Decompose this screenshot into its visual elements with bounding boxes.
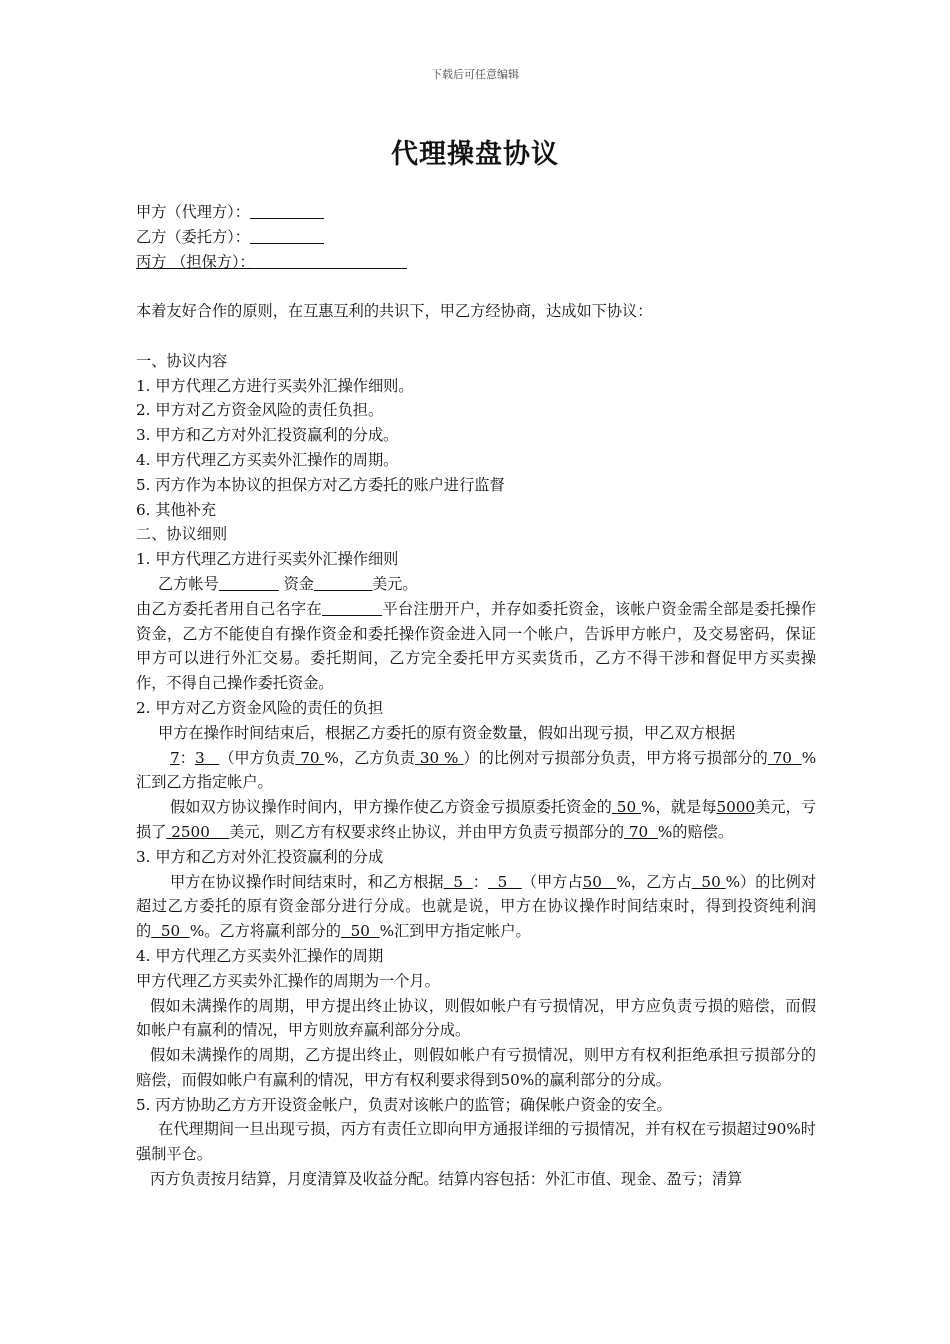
clause-2-heading: 2. 甲方对乙方资金风险的责任的负担 [136, 698, 384, 717]
clause-5-text-a: 在代理期间一旦出现亏损，丙方有责任立即向甲方通报详细的亏损情况，并有权在亏损超过90%时强制平仓。 [136, 1120, 816, 1164]
account-label: 乙方帐号 [158, 574, 219, 593]
platform-blank [322, 597, 382, 616]
clause-4-paragraph-3 [136, 1043, 816, 1093]
loss-threshold-pct: 50 [616, 798, 637, 817]
loss-amount: 2500 [171, 822, 210, 841]
clause-4-text-b: 假如未满操作的周期，乙方提出终止，则假如帐户有亏损情况，则甲方有权利拒绝承担亏损部分的赔偿，而假如帐户有赢利的情况，甲方有权利要求得到50%的赢利部分的分成。 [136, 1046, 816, 1089]
compensation-pct: 70 [628, 822, 649, 841]
section-1-item: 3. 甲方和乙方对外汇投资赢利的分成。 [136, 426, 399, 445]
clause-3-text-b: （甲方占 [521, 872, 583, 891]
clause-2-text-d: %汇到乙方指定帐户。 [136, 748, 817, 792]
clause-5-paragraph-1 [136, 1117, 816, 1167]
section-1-item: 4. 甲方代理乙方买卖外汇操作的周期。 [136, 450, 399, 469]
clause-3-text-f: %汇到甲方指定帐户。 [379, 922, 531, 941]
clause-1-text-a: 由乙方委托者用自己名字在 [136, 599, 322, 618]
clause-3-text-d: %）的比例对超过乙方委托的原有资金部分进行分成。也就是说，甲方在协议操作时间结束时，得到投资纯利润的 [136, 872, 817, 941]
loss-ratio-b: 3 [194, 748, 205, 767]
section-1-item: 6. 其他补充 [136, 500, 217, 519]
loss-ratio-a: 7 [170, 748, 180, 767]
clause-2-paragraph-2 [136, 746, 816, 796]
party-a-loss-pct: 70 [300, 748, 320, 767]
section-1-heading: 一、协议内容 [136, 351, 228, 370]
clause-2-text-g: 美元，亏损了 [136, 798, 817, 841]
clause-2-text-e: 假如双方协议操作时间内，甲方操作使乙方资金亏损原委托资金的 [170, 798, 612, 817]
party-c-label: 丙方 （担保方）： [136, 252, 255, 271]
clause-1-paragraph [136, 597, 816, 696]
section-1-item: 1. 甲方代理乙方进行买卖外汇操作细则。 [136, 376, 414, 395]
document-title: 代理操盘协议 [391, 139, 559, 170]
profit-transfer-pct: 50 [350, 922, 370, 941]
clause-2-paragraph-3 [136, 795, 816, 845]
clause-4-text-a: 假如未满操作的周期，甲方提出终止协议，则假如帐户有亏损情况，甲方应负责亏损的赔偿，而假如帐户有赢利的情况，甲方则放弃赢利部分分成。 [136, 996, 816, 1040]
clause-2-text-a: （甲方负责 [219, 748, 296, 767]
clause-2-text-i: %的赔偿。 [657, 822, 734, 841]
party-c-line [136, 250, 816, 275]
party-c-blank [255, 250, 407, 269]
section-1-item: 2. 甲方对乙方资金风险的责任负担。 [136, 401, 384, 420]
party-a-blank [250, 200, 324, 219]
party-a-line [136, 200, 816, 225]
party-a-label: 甲方（代理方）： [136, 203, 250, 221]
section-1-item: 5. 丙方作为本协议的担保方对乙方委托的账户进行监督 [136, 475, 505, 494]
clause-2-text-b: %，乙方负责 [324, 748, 415, 767]
clause-4-heading: 4. 甲方代理乙方买卖外汇操作的周期 [136, 946, 384, 965]
clause-2-text-h: 美元，则乙方有权要求终止协议，并由甲方负责亏损部分的 [229, 822, 625, 841]
profit-ratio-b: 5 [497, 872, 508, 891]
clause-2-paragraph-1: 甲方在操作时间结束后，根据乙方委托的原有资金数量，假如出现亏损，甲乙双方根据 [158, 723, 736, 742]
party-b-profit-pct: 50 [701, 872, 721, 891]
party-b-blank [250, 225, 324, 244]
clause-3-text-a: 甲方在协议操作时间结束时，和乙方根据 [170, 872, 444, 891]
clause-5-heading: 5. 丙方协助乙方方开设资金帐户，负责对该帐户的监管；确保帐户资金的安全。 [136, 1095, 672, 1114]
clause-3-text-c: %，乙方占 [616, 872, 692, 891]
clause-3-heading: 3. 甲方和乙方对外汇投资赢利的分成 [136, 847, 384, 866]
party-b-label: 乙方（委托方）： [136, 227, 250, 246]
party-b-loss-pct: 30 % [419, 748, 459, 767]
party-a-profit-pct: 50 [582, 872, 602, 891]
ratio-separator: ： [179, 748, 195, 767]
account-line [136, 572, 816, 597]
account-blank [219, 572, 279, 591]
clause-1-text-b: 平台注册开户，并存如委托资金，该帐户资金需全部是委托操作资金，乙方不能使自有操作资金和委托操作资金进入同一个帐户，告诉甲方帐户，及交易密码，保证甲方可以进行外汇交易。委托期间，乙方完全委托甲方买卖货币，乙方不得干涉和督促甲方买卖操作，不得自己操作委托资金。 [136, 599, 816, 693]
fund-blank [314, 572, 372, 591]
clause-2-text-f: %，就是每 [641, 798, 717, 817]
clause-4-paragraph-1: 甲方代理乙方买卖外汇操作的周期为一个月。 [136, 971, 440, 990]
clause-2-text-c: ）的比例对亏损部分负责，甲方将亏损部分的 [463, 748, 768, 767]
clause-3-text-e: %。乙方将赢利部分的 [189, 922, 341, 941]
clause-1-heading: 1. 甲方代理乙方进行买卖外汇操作细则 [136, 550, 399, 569]
section-2-heading: 二、协议细则 [136, 525, 228, 544]
per-amount: 5000 [716, 798, 756, 817]
fund-label: 资金 [278, 574, 314, 593]
clause-5-text-b: 丙方负责按月结算，月度清算及收益分配。结算内容包括：外汇市值、现金、盈亏；清算 [150, 1170, 743, 1189]
intro-paragraph: 本着友好合作的原则，在互惠互利的共识下，甲乙方经协商，达成如下协议： [136, 302, 653, 321]
transfer-pct: 70 [772, 748, 792, 767]
clause-5-paragraph-2 [136, 1167, 816, 1192]
currency-label: 美元。 [371, 574, 418, 593]
clause-4-paragraph-2 [136, 994, 816, 1044]
party-b-line [136, 225, 816, 250]
net-profit-pct: 50 [160, 922, 181, 941]
clause-3-paragraph [136, 870, 816, 944]
document-body [136, 200, 816, 1192]
ratio-separator: ： [472, 872, 488, 891]
profit-ratio-a: 5 [453, 872, 463, 891]
header-note: 下载后可任意编辑 [431, 68, 519, 81]
